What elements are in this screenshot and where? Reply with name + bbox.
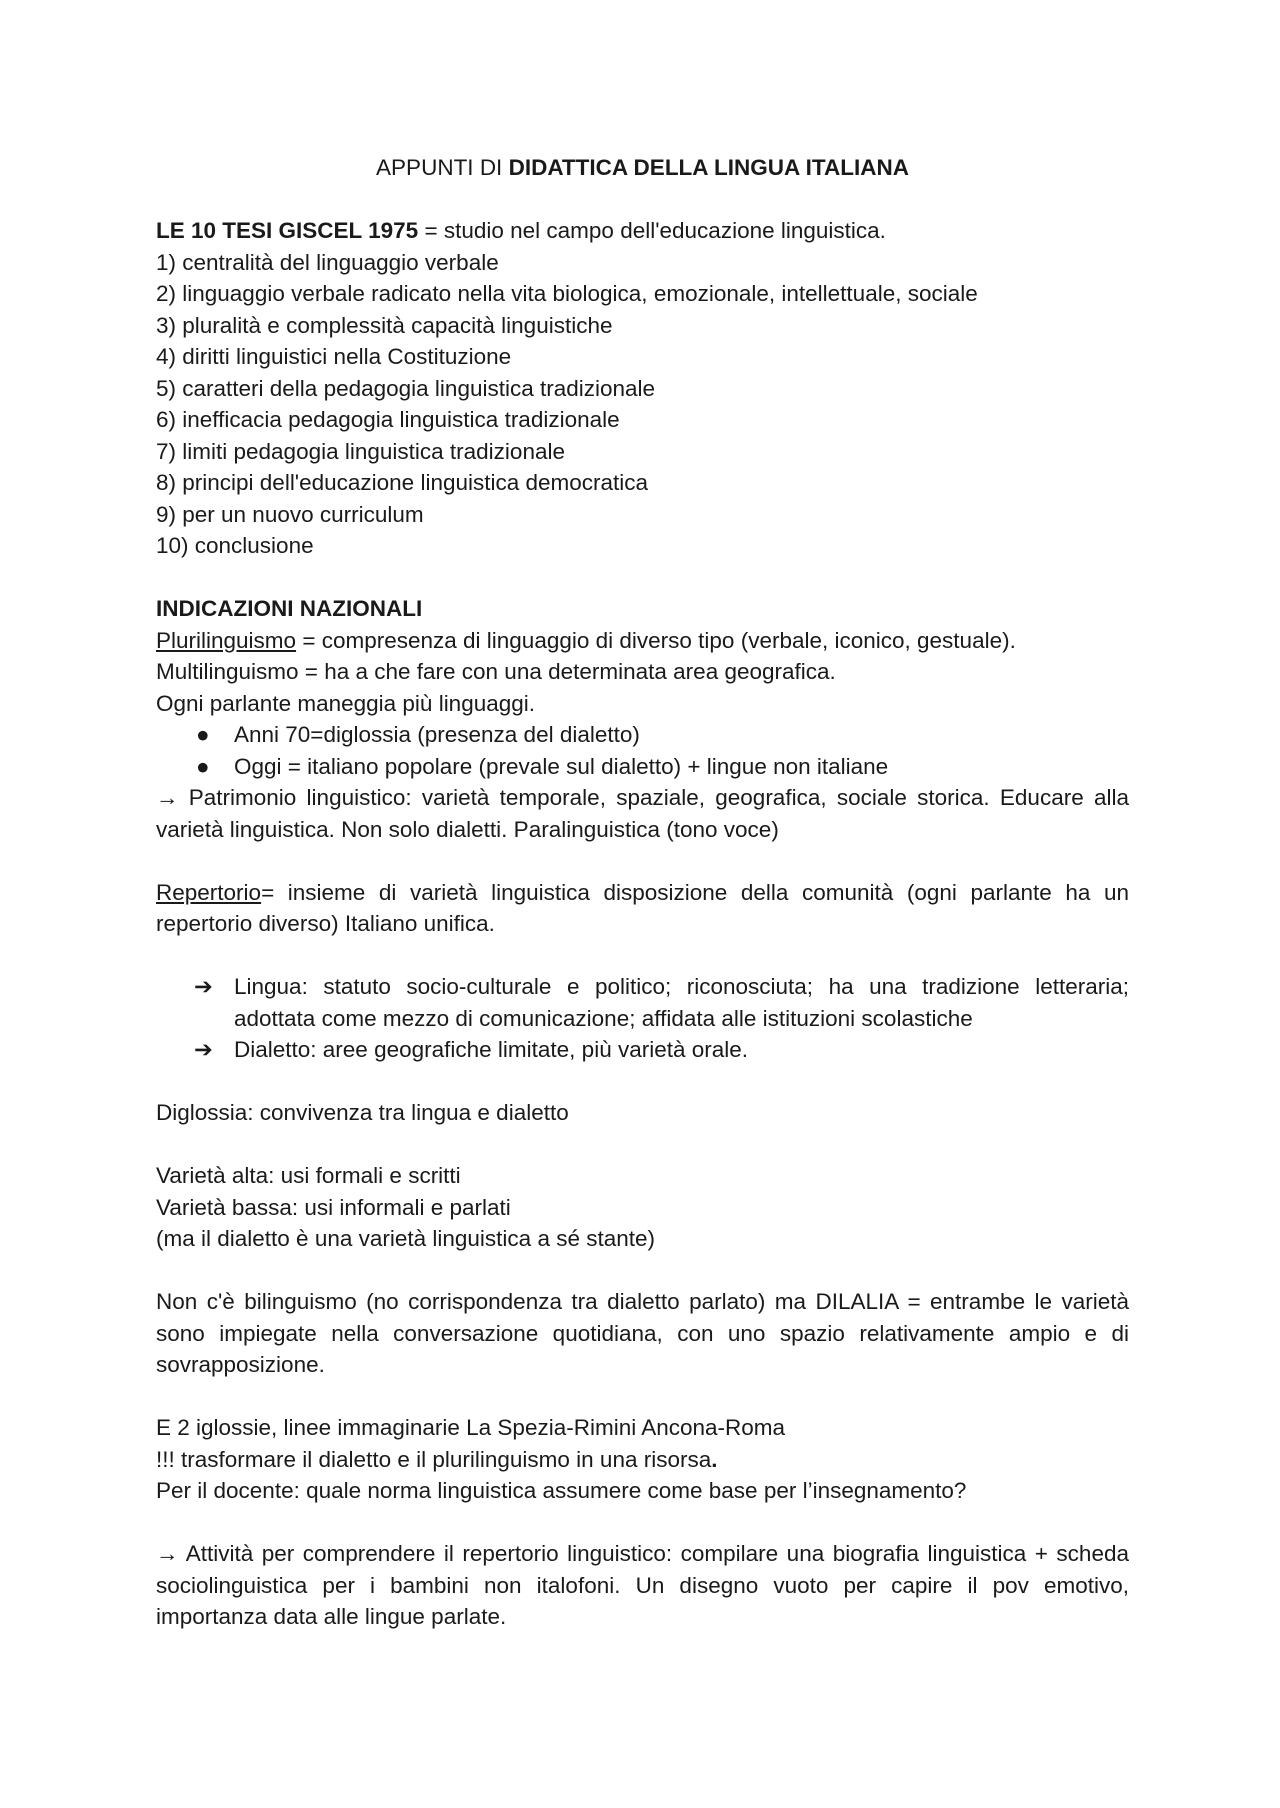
list-item	[156, 751, 1129, 783]
multilinguismo-line: Multilinguismo = ha a che fare con una determinata area geografica.	[156, 659, 836, 684]
bilinguismo-paragraph: Non c'è bilinguismo (no corrispondenza tra dialetto parlato) ma DILALIA = entrambe le varietà sono impiegate nella conversazione quotidiana, con uno spazio relativamente ampio e di sovrapposizione.	[156, 1289, 1129, 1377]
title-prefix: APPUNTI DI	[376, 155, 509, 180]
list-item	[156, 719, 1129, 751]
spacer	[156, 1255, 1129, 1287]
tesi-item: 7) limiti pedagogia linguistica tradizionale	[156, 438, 565, 464]
arrow-right-icon: ➔	[194, 1037, 213, 1062]
spacer	[156, 1381, 1129, 1413]
tesi-item: 1) centralità del linguaggio verbale	[156, 249, 499, 275]
patrimonio-paragraph: → Patrimonio linguistico: varietà temporale, spaziale, geografica, sociale storica. Educare alla varietà linguistica. Non solo dialetti. Paralinguistica (tono voce)	[156, 785, 1129, 842]
bullet-text: Anni 70=diglossia (presenza del dialetto)	[234, 722, 640, 747]
tesi-item: 9) per un nuovo curriculum	[156, 501, 424, 527]
plurilinguismo-def: = compresenza di linguaggio di diverso tipo (verbale, iconico, gestuale).	[296, 627, 1016, 653]
tesi-heading-line	[156, 215, 1129, 247]
spacer	[156, 940, 1129, 972]
plurilinguismo-term: Plurilinguismo	[156, 627, 297, 653]
arrow-text: Lingua: statuto socio-culturale e politico; riconosciuta; ha una tradizione letteraria; adottata come mezzo di comunicazione; affidata alle istituzioni scolastiche	[234, 974, 1129, 1031]
tesi-heading: LE 10 TESI GISCEL 1975	[156, 218, 419, 243]
tesi-item: 5) caratteri della pedagogia linguistica tradizionale	[156, 375, 656, 401]
varieta-line: Varietà bassa: usi informali e parlati	[156, 1194, 511, 1220]
tesi-item: 3) pluralità e complessità capacità linguistiche	[156, 312, 613, 338]
spacer	[156, 845, 1129, 877]
title-bold: DIDATTICA DELLA LINGUA ITALIANA	[508, 155, 909, 180]
bullet-text: Oggi = italiano popolare (prevale sul dialetto) + lingue non italiane	[234, 753, 889, 779]
indicazioni-heading: INDICAZIONI NAZIONALI	[156, 596, 423, 621]
tesi-item: 10) conclusione	[156, 533, 314, 558]
trasformare-text: !!! trasformare il dialetto e il plurilinguismo in una risorsa	[156, 1446, 712, 1472]
page-title	[156, 152, 1129, 184]
tesi-item: 2) linguaggio verbale radicato nella vita biologica, emozionale, intellettuale, sociale	[156, 281, 978, 306]
trasformare-line	[156, 1444, 1129, 1476]
tesi-item: 8) principi dell'educazione linguistica democratica	[156, 470, 649, 495]
arrow-right-icon: ➔	[194, 974, 213, 999]
spacer	[156, 1129, 1129, 1161]
bullet-icon: ●	[196, 753, 210, 779]
diglossia-line: Diglossia: convivenza tra lingua e dialetto	[156, 1100, 569, 1125]
docente-line: Per il docente: quale norma linguistica assumere come base per l’insegnamento?	[156, 1478, 967, 1503]
spacer	[156, 562, 1129, 594]
page-content	[156, 152, 1129, 1633]
tesi-item: 4) diritti linguistici nella Costituzione	[156, 344, 512, 369]
trasformare-end: .	[711, 1446, 718, 1472]
spacer	[156, 1066, 1129, 1098]
repertorio-term: Repertorio	[156, 879, 262, 905]
spacer	[156, 184, 1129, 216]
arrow-text: Dialetto: aree geografiche limitate, più varietà orale.	[234, 1037, 749, 1062]
tesi-item: 6) inefficacia pedagogia linguistica tradizionale	[156, 407, 620, 432]
bullet-list	[156, 719, 1129, 782]
spacer	[156, 1507, 1129, 1539]
varieta-line: (ma il dialetto è una varietà linguistica a sé stante)	[156, 1226, 656, 1251]
list-item	[156, 971, 1129, 1034]
bullet-icon: ●	[196, 722, 210, 747]
tesi-heading-suffix: = studio nel campo dell'educazione linguistica.	[418, 218, 886, 243]
repertorio-def: = insieme di varietà linguistica disposizione della comunità (ogni parlante ha un repertorio diverso) Italiano unifica.	[156, 879, 1129, 936]
varieta-line: Varietà alta: usi formali e scritti	[156, 1163, 461, 1188]
indicazioni-heading-line	[156, 593, 1129, 625]
arrow-list	[156, 971, 1129, 1066]
iglossie-line: E 2 iglossie, linee immaginarie La Spezia-Rimini Ancona-Roma	[156, 1415, 786, 1440]
repertorio-paragraph	[156, 877, 1129, 940]
plurilinguismo-line	[156, 625, 1129, 657]
attivita-paragraph: → Attività per comprendere il repertorio linguistico: compilare una biografia linguistica + scheda sociolinguistica per i bambini non italofoni. Un disegno vuoto per capire il pov emotivo, importanza data alle lingue parlate.	[156, 1541, 1129, 1629]
ogni-parlante-line: Ogni parlante maneggia più linguaggi.	[156, 690, 536, 716]
list-item	[156, 1034, 1129, 1066]
